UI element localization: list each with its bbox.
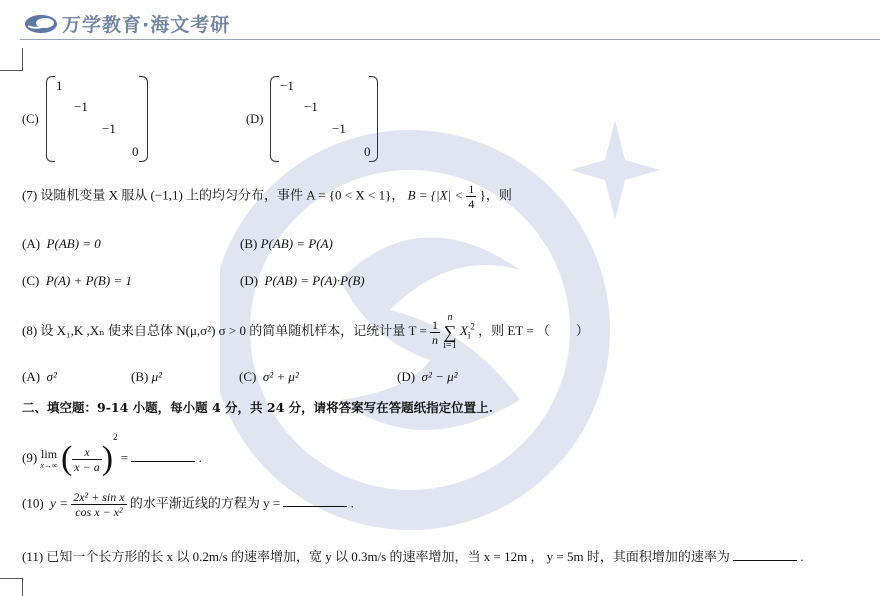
sum-body: X xyxy=(459,322,468,338)
option-text: P(AB) = P(A) xyxy=(260,236,333,251)
question-11-text: (11) 已知一个长方形的长 x 以 0.2m/s 的速率增加，宽 y 以 0.3m/s 的速率增加，当 x = 12m ， y = 5m 时，其面积增加的速率为 xyxy=(22,549,730,564)
option-text: σ² + μ² xyxy=(262,369,299,384)
matrix-d xyxy=(270,76,378,162)
option-a xyxy=(22,369,57,385)
option-text: P(AB) = 0 xyxy=(46,236,101,251)
matrix-entry: −1 xyxy=(304,99,318,114)
answer-blank[interactable] xyxy=(733,560,797,561)
header-divider xyxy=(20,39,880,40)
question-10-text: 的水平渐近线的方程为 y = xyxy=(129,495,281,511)
option-label: (C) xyxy=(239,369,257,384)
fraction-denominator: 4 xyxy=(468,197,475,211)
fraction xyxy=(430,318,440,347)
logo-icon xyxy=(24,14,58,34)
question-8-tail: ，则 ET = （ ） xyxy=(478,322,589,338)
sum-lower-limit: i=1 xyxy=(443,340,457,351)
question-11 xyxy=(22,546,804,565)
page-header xyxy=(0,0,880,40)
limit-word: lim xyxy=(41,447,58,462)
matrix-entry: −1 xyxy=(102,121,116,136)
sum-upper-limit: n xyxy=(447,312,453,323)
option-text: σ² − μ² xyxy=(421,369,458,384)
option-text: P(AB) = P(A)·P(B) xyxy=(264,273,365,288)
option-c xyxy=(22,273,132,289)
matrix-right-bracket xyxy=(139,76,148,162)
option-label: (B) xyxy=(131,369,149,384)
question-8-stem: (8) 设 X₁,K ,Xₙ 使来自总体 N(μ,σ²) σ > 0 的简单随机样本，记统计量 T = xyxy=(22,322,431,338)
option-text: P(A) + P(B) = 1 xyxy=(45,273,132,288)
question-7-tail: }，则 xyxy=(479,187,512,203)
fraction xyxy=(71,490,126,519)
right-paren: ) xyxy=(101,440,114,478)
option-label: (A) xyxy=(22,236,41,251)
question-number: (9) xyxy=(22,450,38,465)
option-d-label: (D) xyxy=(246,112,264,126)
option-a xyxy=(22,236,101,252)
option-c xyxy=(239,369,299,385)
option-b xyxy=(131,369,162,385)
sigma-icon: ∑ xyxy=(443,322,457,342)
matrix-entry: 1 xyxy=(56,78,63,93)
question-7 xyxy=(22,182,512,211)
equals-sign: = xyxy=(120,450,129,465)
question-8: (8) 设 X₁,K ,Xₙ 使来自总体 N(μ,σ²) σ > 0 的简单随机样本，记统计量 T = $\frac{1}{n}$ n ∑ i=1 $X_i^2$ ，则 ET = （ ） xyxy=(22,312,589,351)
left-paren: ( xyxy=(60,440,73,478)
exponent: 2 xyxy=(113,432,118,442)
question-10 xyxy=(22,490,354,519)
option-d xyxy=(397,369,458,385)
matrix-left-bracket xyxy=(270,76,279,162)
option-text: μ² xyxy=(151,369,163,384)
fraction-denominator: n xyxy=(432,332,439,347)
fraction xyxy=(72,445,101,474)
crop-mark-top-left xyxy=(0,48,23,71)
matrix-left-bracket xyxy=(46,76,55,162)
option-b xyxy=(240,236,333,252)
option-label: (D) xyxy=(240,273,259,288)
option-label: (B) xyxy=(240,236,258,251)
question-7-event-b: B = {|X| < xyxy=(407,187,467,203)
matrix-entry: −1 xyxy=(74,99,88,114)
section-heading: 二、填空题：9-14 小题，每小题 4 分，共 24 分，请将答案写在答题纸指定位置上. xyxy=(22,400,493,415)
question-9 xyxy=(22,432,202,478)
fraction-numerator: x xyxy=(72,445,101,460)
option-d xyxy=(240,273,365,289)
question-number: (10) xyxy=(22,495,44,511)
matrix-entry: −1 xyxy=(280,78,294,93)
matrix-c xyxy=(46,76,148,162)
period: . xyxy=(198,450,202,465)
option-label: (D) xyxy=(397,369,416,384)
matrix-entry: 0 xyxy=(364,144,371,159)
equation-lhs: y = xyxy=(50,495,68,511)
answer-blank[interactable] xyxy=(131,461,195,462)
brand-name: 万学教育·海文考研 xyxy=(62,14,231,36)
question-7-stem: (7) 设随机变量 X 服从 (−1,1) 上的均匀分布，事件 A = {0 < X < 1}， xyxy=(22,187,405,203)
fraction-denominator: x − a xyxy=(74,459,100,474)
fraction xyxy=(466,182,476,211)
limit xyxy=(40,447,57,471)
fraction-numerator: 1 xyxy=(468,182,475,196)
fraction-numerator: 1 xyxy=(432,317,439,332)
crop-mark-bottom-left xyxy=(0,578,23,596)
summation xyxy=(443,313,456,351)
option-label: (A) xyxy=(22,369,41,384)
limit-subscript: x→∞ xyxy=(40,461,58,471)
option-c-label: (C) xyxy=(22,112,39,126)
matrix-entry: 0 xyxy=(132,144,139,159)
fraction-denominator: cos x − x² xyxy=(75,505,123,519)
option-label: (C) xyxy=(22,273,40,288)
answer-blank[interactable] xyxy=(283,506,347,507)
period: . xyxy=(800,549,804,564)
matrix-entry: −1 xyxy=(332,121,346,136)
fraction-numerator: 2x² + sin x xyxy=(73,490,125,504)
period: . xyxy=(350,495,354,511)
option-text: σ² xyxy=(46,369,57,384)
